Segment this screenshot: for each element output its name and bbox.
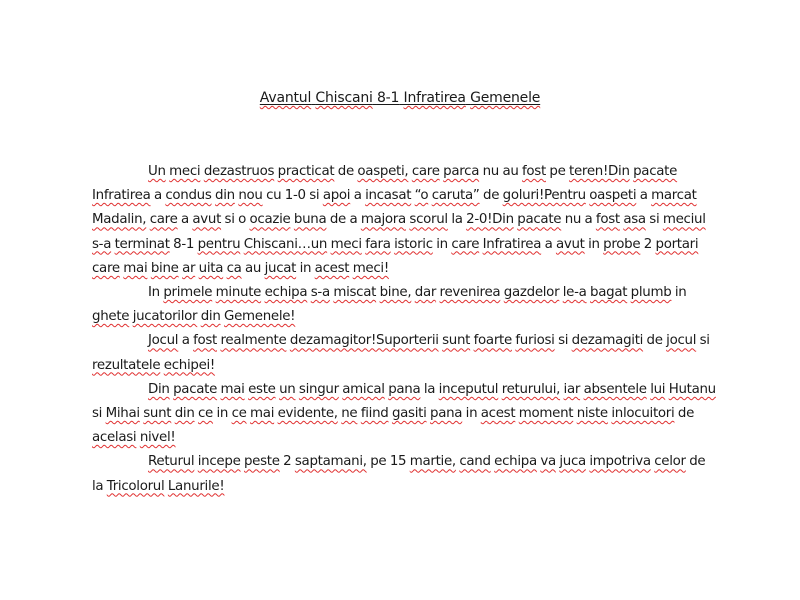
word: portari: [655, 236, 699, 252]
word: a: [181, 212, 189, 228]
word: practicat: [277, 164, 335, 179]
word: amical: [342, 381, 385, 397]
word: la: [92, 478, 104, 494]
word: cu: [266, 188, 282, 204]
word: caruta”: [431, 188, 480, 204]
paragraph-4: [92, 378, 718, 451]
word: pentru: [197, 236, 241, 252]
word: echipa: [264, 285, 308, 301]
word: juca: [559, 454, 586, 470]
word: mai: [123, 260, 148, 276]
word: pacate: [517, 212, 562, 228]
word: fost: [595, 212, 620, 228]
word: gasiti: [391, 406, 427, 422]
word: oaspeti: [589, 188, 637, 204]
word: 2-0!Din: [466, 212, 514, 228]
word: si: [92, 406, 103, 422]
word: de: [329, 212, 346, 228]
word: 2: [283, 454, 292, 470]
word: Chiscani: [315, 90, 373, 106]
word: sunt: [143, 406, 172, 422]
word: buna: [293, 212, 327, 228]
word: Lanurile!: [167, 478, 225, 494]
word: bine,: [379, 285, 412, 301]
word: din: [200, 309, 221, 325]
word: realmente: [220, 333, 287, 349]
word: a: [153, 188, 162, 204]
word: ce: [198, 406, 214, 422]
word: s-a: [310, 285, 330, 301]
word: Jocul: [148, 333, 179, 349]
word: dezamagiti: [571, 333, 644, 349]
word: jucat: [264, 260, 297, 276]
word: Infratirea: [403, 90, 466, 106]
word: sunt: [442, 333, 471, 349]
word: uita: [198, 260, 224, 276]
word: de: [337, 164, 354, 179]
word: in: [436, 236, 448, 252]
word: evidente,: [277, 406, 338, 422]
word: incasat: [365, 188, 412, 204]
word: ghete: [92, 309, 130, 325]
word: iar: [563, 381, 581, 397]
word: cand: [459, 454, 491, 470]
word: gazdelor: [503, 285, 560, 301]
word: in: [299, 260, 312, 276]
word: meci!: [352, 260, 389, 276]
word: s-a: [92, 236, 112, 252]
word: singur: [298, 381, 339, 397]
word: ne: [341, 406, 358, 422]
word: pana: [430, 406, 463, 422]
word: Madalin,: [92, 212, 147, 228]
word: majora: [360, 212, 406, 228]
word: condus: [165, 188, 212, 204]
word: acelasi: [92, 430, 137, 446]
word: 8-1: [376, 90, 400, 106]
word: de: [646, 333, 663, 349]
word: a: [544, 236, 553, 252]
word: 8-1: [173, 236, 195, 252]
word: fiind: [360, 406, 389, 422]
word: le-a: [562, 285, 587, 301]
word: a: [584, 212, 593, 228]
word: o: [238, 212, 247, 228]
word: 1-0: [284, 188, 306, 204]
word: mai: [220, 381, 245, 397]
word: avut: [192, 212, 222, 228]
word: In: [148, 285, 160, 301]
document-title: [0, 88, 800, 108]
word: nou: [238, 188, 263, 204]
word: in: [216, 406, 229, 422]
word: si: [699, 333, 710, 349]
word: nivel!: [139, 430, 176, 446]
word: in: [588, 236, 600, 252]
word: primele: [163, 285, 213, 301]
word: si: [649, 212, 660, 228]
word: inceputul: [438, 381, 499, 397]
word: de: [689, 454, 706, 470]
word: “o: [414, 188, 429, 204]
word: marcat: [651, 188, 697, 204]
word: teren!Din: [569, 164, 630, 179]
word: care: [149, 212, 178, 228]
word: pana: [388, 381, 421, 397]
word: revenirea: [439, 285, 501, 301]
word: este: [248, 381, 276, 397]
word: de: [677, 406, 695, 422]
word: in: [465, 406, 478, 422]
word: dezamagitor!Suporterii: [289, 333, 439, 349]
word: Din: [148, 381, 170, 397]
word: nu: [482, 164, 499, 179]
word: oaspeti,: [357, 164, 409, 179]
word: Avantul: [259, 90, 312, 106]
word: incepe: [197, 454, 241, 470]
word: Infratirea: [92, 188, 151, 204]
word: pe: [549, 164, 566, 179]
word: mai: [250, 406, 275, 422]
word: martie,: [409, 454, 456, 470]
word: probe: [603, 236, 641, 252]
word: Un: [148, 164, 166, 179]
word: nu: [564, 212, 582, 228]
word: Gemenele!: [224, 309, 296, 325]
paragraph-5: [92, 450, 718, 498]
word: pe: [370, 454, 387, 470]
word: returului,: [501, 381, 561, 397]
word: Infratirea: [482, 236, 542, 252]
word: meciul: [662, 212, 706, 228]
word: inlocuitori: [611, 406, 675, 422]
word: acest: [314, 260, 350, 276]
word: 2: [643, 236, 653, 252]
word: in: [674, 285, 687, 301]
word: Tricolorul: [106, 478, 165, 494]
word: ca: [226, 260, 242, 276]
word: jocul: [666, 333, 697, 349]
word: minute: [215, 285, 262, 301]
paragraph-2: [92, 281, 718, 329]
word: istoric: [394, 236, 433, 252]
word: si: [309, 188, 320, 204]
word: bagat: [590, 285, 628, 301]
paragraph-1: [92, 160, 718, 281]
document-body: [92, 160, 718, 499]
word: dezastruos: [203, 164, 275, 179]
word: 15: [389, 454, 407, 470]
word: fost: [522, 164, 546, 179]
word: a: [349, 212, 358, 228]
word: ce: [231, 406, 247, 422]
word: Gemenele: [470, 90, 541, 106]
word: saptamani,: [294, 454, 367, 470]
word: care: [411, 164, 440, 179]
word: au: [245, 260, 262, 276]
word: meci: [169, 164, 201, 179]
word: si: [224, 212, 235, 228]
word: fara: [365, 236, 391, 252]
word: foarte: [473, 333, 512, 349]
word: plumb: [630, 285, 672, 301]
word: lui: [650, 381, 666, 397]
word: miscat: [333, 285, 377, 301]
word: fost: [193, 333, 217, 349]
word: niste: [576, 406, 608, 422]
word: scorul: [409, 212, 448, 228]
word: din: [215, 188, 235, 204]
word: Mihai: [105, 406, 140, 422]
word: apoi: [322, 188, 351, 204]
word: Chiscani…un: [243, 236, 328, 252]
word: impotriva: [589, 454, 651, 470]
word: parca: [443, 164, 480, 179]
word: care: [92, 260, 120, 276]
word: dar: [414, 285, 437, 301]
word: jucatorilor: [132, 309, 198, 325]
word: rezultatele: [92, 357, 161, 373]
word: echipei!: [163, 357, 216, 373]
word: Hutanu: [668, 381, 716, 397]
word: moment: [518, 406, 574, 422]
word: asa: [623, 212, 646, 228]
word: echipa: [494, 454, 537, 470]
word: din: [174, 406, 195, 422]
word: meci: [330, 236, 362, 252]
word: a: [353, 188, 362, 204]
word: acest: [480, 406, 516, 422]
word: avut: [555, 236, 585, 252]
paragraph-3: [92, 329, 718, 377]
word: celor: [654, 454, 686, 470]
word: au: [502, 164, 519, 179]
word: la: [451, 212, 463, 228]
word: ocazie: [249, 212, 291, 228]
word: a: [639, 188, 648, 204]
word: furiosi: [515, 333, 555, 349]
word: de: [483, 188, 500, 204]
word: va: [540, 454, 556, 470]
word: bine: [150, 260, 179, 276]
word: si: [558, 333, 569, 349]
word: pacate: [633, 164, 678, 179]
word: la: [423, 381, 436, 397]
word: a: [181, 333, 190, 349]
word: peste: [243, 454, 280, 470]
word: un: [279, 381, 296, 397]
word: pacate: [173, 381, 218, 397]
word: ar: [182, 260, 196, 276]
word: absentele: [583, 381, 647, 397]
word: goluri!Pentru: [502, 188, 586, 204]
word: care: [451, 236, 480, 252]
word: Returul: [148, 454, 195, 470]
word: terminat: [114, 236, 170, 252]
